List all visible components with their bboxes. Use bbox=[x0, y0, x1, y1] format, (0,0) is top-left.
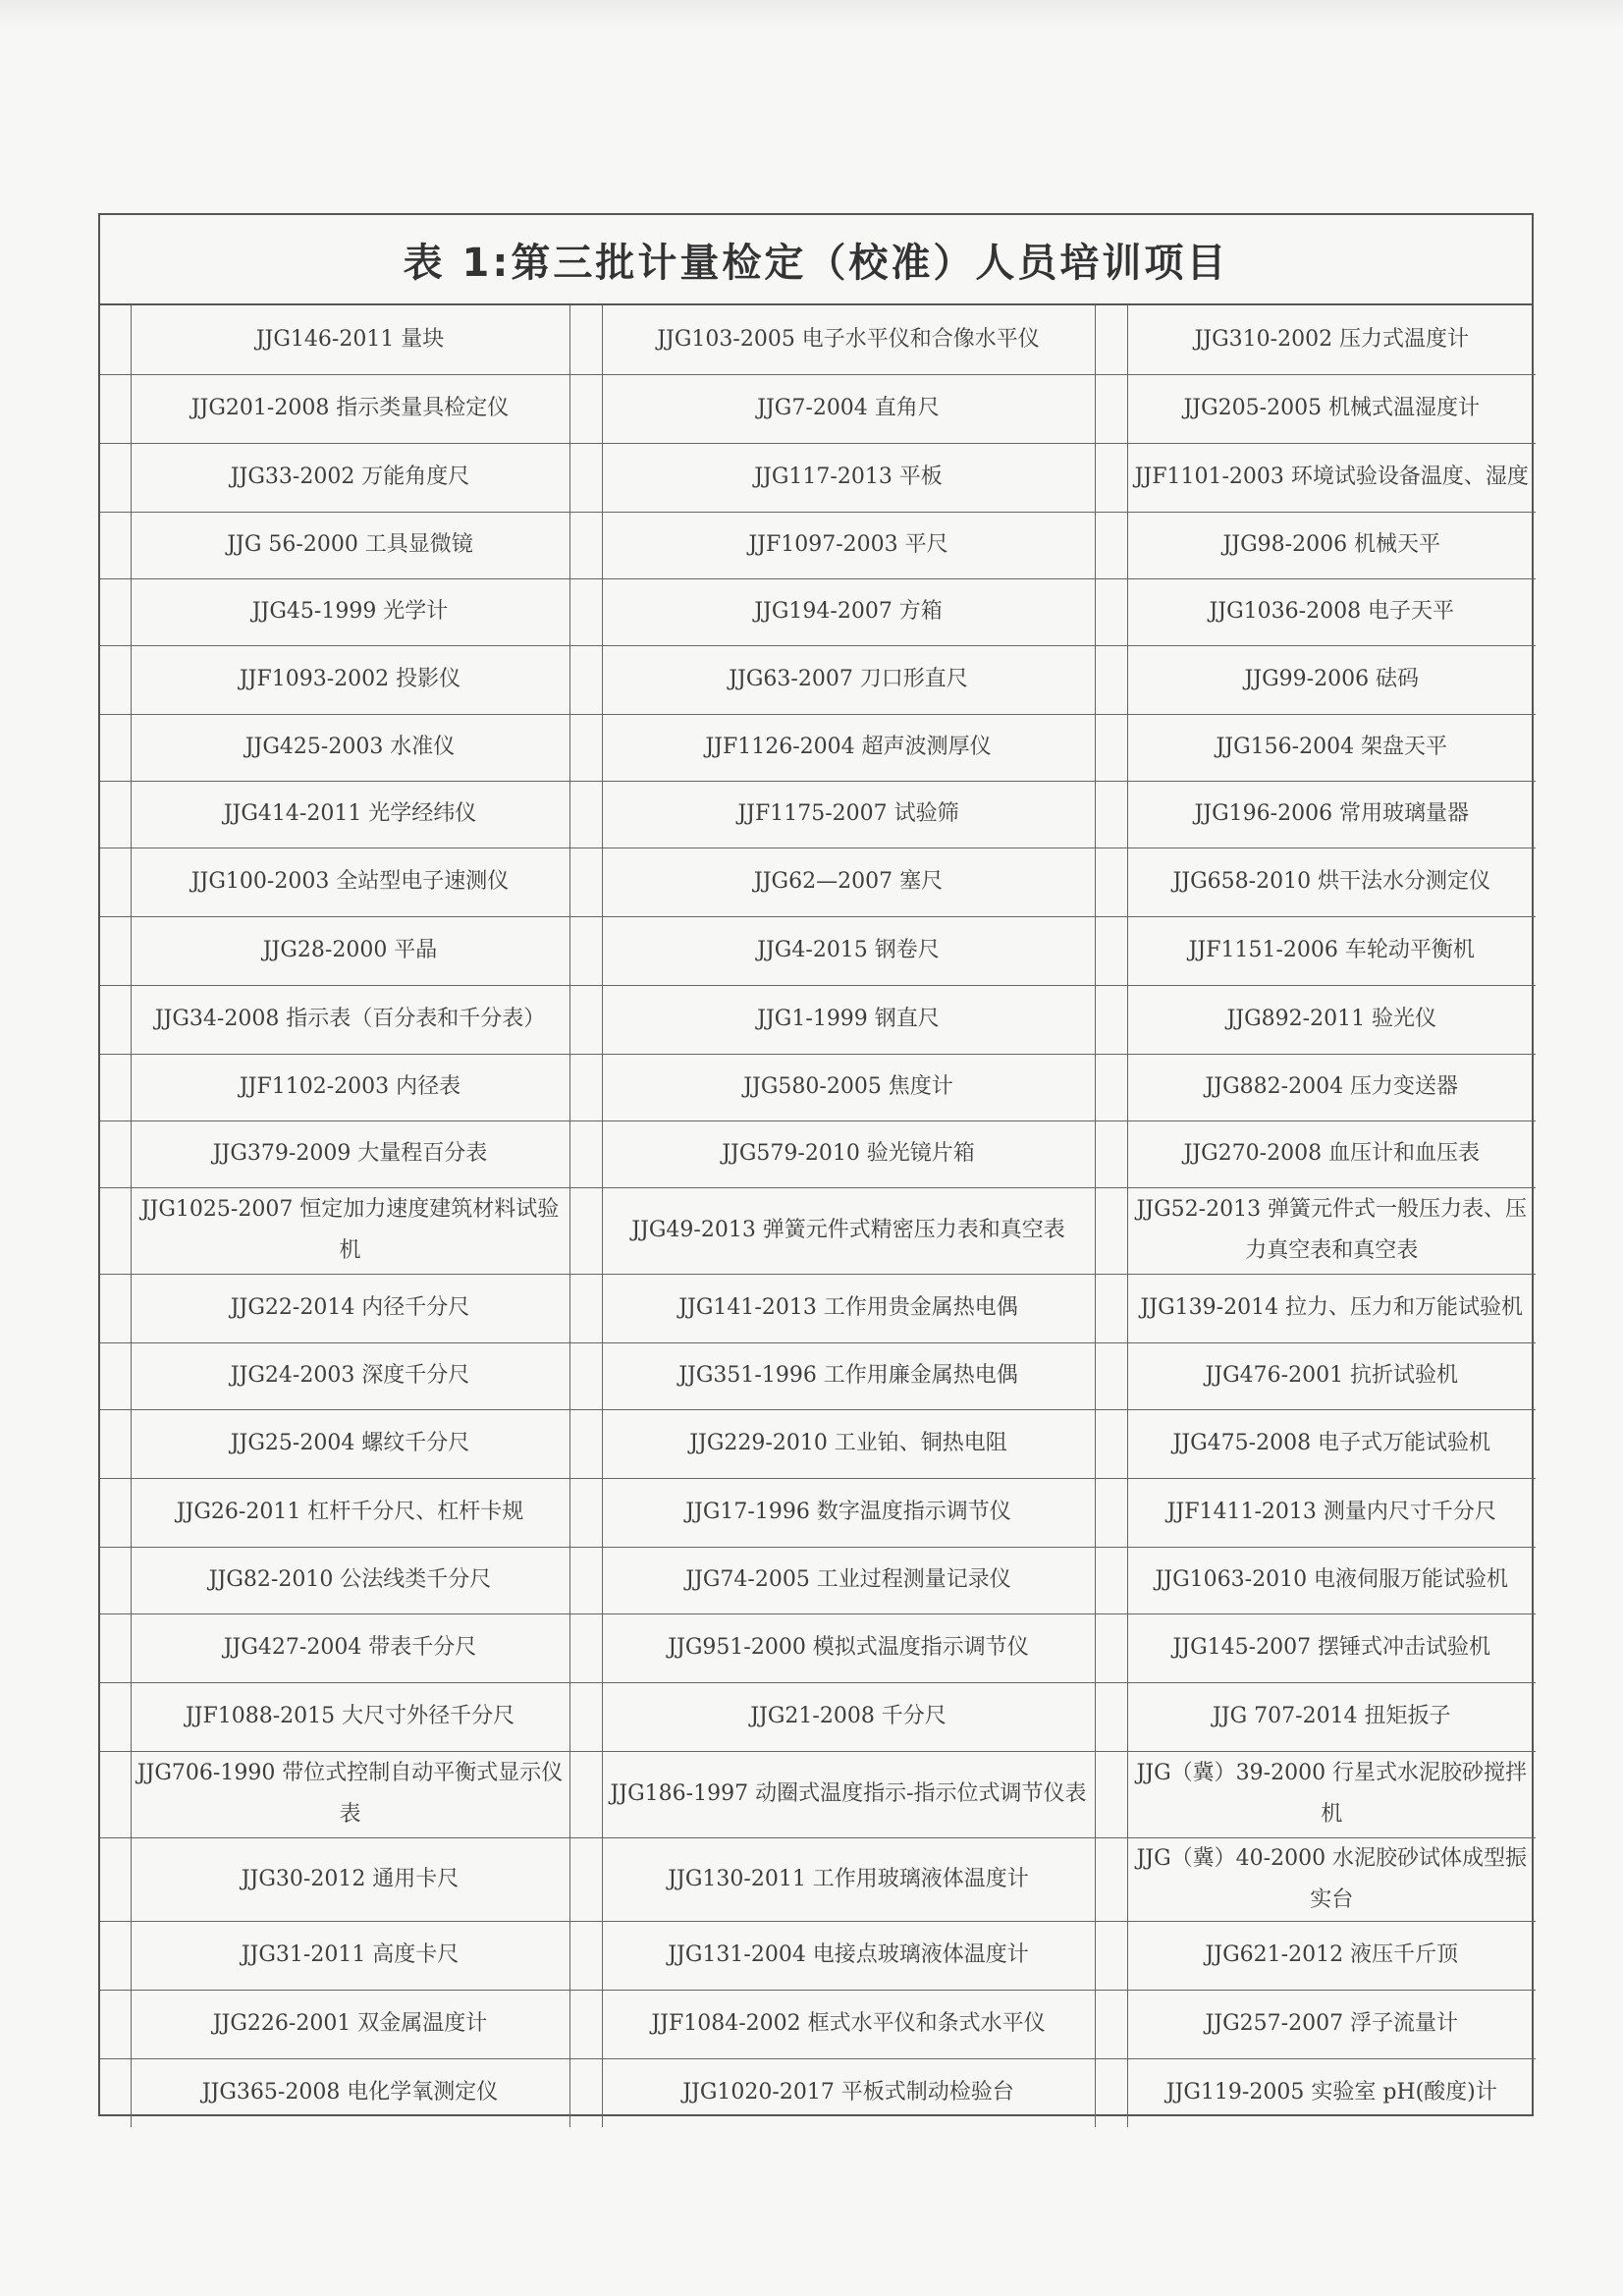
row-gap-cell bbox=[569, 1409, 602, 1478]
item-cell: JJF1151-2006 车轮动平衡机 bbox=[1127, 916, 1536, 985]
training-table bbox=[98, 213, 1534, 2116]
item-cell: JJG52-2013 弹簧元件式一般压力表、压力真空表和真空表 bbox=[1127, 1187, 1536, 1274]
row-gap-cell bbox=[100, 1478, 131, 1547]
item-cell: JJG26-2011 杠杆千分尺、杠杆卡规 bbox=[131, 1478, 569, 1547]
row-gap-cell bbox=[569, 2058, 602, 2127]
row-gap-cell bbox=[100, 1121, 131, 1187]
table-row bbox=[100, 1547, 1536, 1613]
table-title: 表 1:第三批计量检定（校准）人员培训项目 bbox=[100, 215, 1532, 305]
item-cell: JJG45-1999 光学计 bbox=[131, 578, 569, 645]
item-cell: JJF1126-2004 超声波测厚仪 bbox=[602, 714, 1095, 781]
table-row bbox=[100, 1921, 1536, 1990]
row-gap-cell bbox=[569, 645, 602, 714]
row-gap-cell bbox=[569, 1121, 602, 1187]
row-gap-cell bbox=[1095, 1682, 1127, 1751]
row-gap-cell bbox=[569, 512, 602, 578]
table-row bbox=[100, 1274, 1536, 1342]
row-gap-cell bbox=[569, 781, 602, 847]
item-cell: JJG103-2005 电子水平仪和合像水平仪 bbox=[602, 305, 1095, 374]
row-gap-cell bbox=[1095, 1547, 1127, 1613]
row-gap-cell bbox=[569, 443, 602, 512]
item-cell: JJG82-2010 公法线类千分尺 bbox=[131, 1547, 569, 1613]
table-row bbox=[100, 1478, 1536, 1547]
item-cell: JJG310-2002 压力式温度计 bbox=[1127, 305, 1536, 374]
item-cell: JJG145-2007 摆锤式冲击试验机 bbox=[1127, 1613, 1536, 1682]
row-gap-cell bbox=[100, 305, 131, 374]
item-cell: JJG1063-2010 电液伺服万能试验机 bbox=[1127, 1547, 1536, 1613]
item-cell: JJF1411-2013 测量内尺寸千分尺 bbox=[1127, 1478, 1536, 1547]
item-cell: JJG476-2001 抗折试验机 bbox=[1127, 1342, 1536, 1409]
row-gap-cell bbox=[1095, 1187, 1127, 1274]
row-gap-cell bbox=[1095, 847, 1127, 916]
item-cell: JJG270-2008 血压计和血压表 bbox=[1127, 1121, 1536, 1187]
item-cell: JJG186-1997 动圈式温度指示-指示位式调节仪表 bbox=[602, 1751, 1095, 1837]
item-cell: JJG117-2013 平板 bbox=[602, 443, 1095, 512]
row-gap-cell bbox=[569, 374, 602, 443]
row-gap-cell bbox=[569, 714, 602, 781]
row-gap-cell bbox=[569, 1478, 602, 1547]
item-cell: JJG100-2003 全站型电子速测仪 bbox=[131, 847, 569, 916]
row-gap-cell bbox=[1095, 374, 1127, 443]
row-gap-cell bbox=[100, 1921, 131, 1990]
row-gap-cell bbox=[569, 1613, 602, 1682]
item-cell: JJG1020-2017 平板式制动检验台 bbox=[602, 2058, 1095, 2127]
item-cell: JJG63-2007 刀口形直尺 bbox=[602, 645, 1095, 714]
row-gap-cell bbox=[100, 1054, 131, 1121]
table-row bbox=[100, 374, 1536, 443]
row-gap-cell bbox=[1095, 1837, 1127, 1921]
item-cell: JJG580-2005 焦度计 bbox=[602, 1054, 1095, 1121]
item-cell: JJG882-2004 压力变送器 bbox=[1127, 1054, 1536, 1121]
row-gap-cell bbox=[569, 1990, 602, 2058]
item-cell: JJG379-2009 大量程百分表 bbox=[131, 1121, 569, 1187]
table-row bbox=[100, 714, 1536, 781]
item-cell: JJG156-2004 架盘天平 bbox=[1127, 714, 1536, 781]
row-gap-cell bbox=[100, 2058, 131, 2127]
row-gap-cell bbox=[569, 847, 602, 916]
item-cell: JJG1036-2008 电子天平 bbox=[1127, 578, 1536, 645]
row-gap-cell bbox=[1095, 916, 1127, 985]
table-row bbox=[100, 1990, 1536, 2058]
row-gap-cell bbox=[1095, 1409, 1127, 1478]
row-gap-cell bbox=[1095, 1751, 1127, 1837]
row-gap-cell bbox=[100, 1547, 131, 1613]
row-gap-cell bbox=[100, 1990, 131, 2058]
row-gap-cell bbox=[1095, 645, 1127, 714]
row-gap-cell bbox=[1095, 1274, 1127, 1342]
row-gap-cell bbox=[569, 985, 602, 1054]
item-cell: JJG30-2012 通用卡尺 bbox=[131, 1837, 569, 1921]
row-gap-cell bbox=[569, 916, 602, 985]
table-row bbox=[100, 1187, 1536, 1274]
table-row bbox=[100, 512, 1536, 578]
item-cell: JJG7-2004 直角尺 bbox=[602, 374, 1095, 443]
row-gap-cell bbox=[1095, 1342, 1127, 1409]
table-row bbox=[100, 1054, 1536, 1121]
item-cell: JJG28-2000 平晶 bbox=[131, 916, 569, 985]
item-cell: JJG892-2011 验光仪 bbox=[1127, 985, 1536, 1054]
item-cell: JJG22-2014 内径千分尺 bbox=[131, 1274, 569, 1342]
row-gap-cell bbox=[100, 847, 131, 916]
row-gap-cell bbox=[569, 1187, 602, 1274]
item-cell: JJG365-2008 电化学氧测定仪 bbox=[131, 2058, 569, 2127]
item-cell: JJG427-2004 带表千分尺 bbox=[131, 1613, 569, 1682]
item-cell: JJG21-2008 千分尺 bbox=[602, 1682, 1095, 1751]
item-cell: JJG1025-2007 恒定加力速度建筑材料试验机 bbox=[131, 1187, 569, 1274]
item-cell: JJG951-2000 模拟式温度指示调节仪 bbox=[602, 1613, 1095, 1682]
item-cell: JJG34-2008 指示表（百分表和千分表） bbox=[131, 985, 569, 1054]
table-row bbox=[100, 985, 1536, 1054]
item-cell: JJG 707-2014 扭矩扳子 bbox=[1127, 1682, 1536, 1751]
item-cell: JJG226-2001 双金属温度计 bbox=[131, 1990, 569, 2058]
row-gap-cell bbox=[100, 916, 131, 985]
item-cell: JJG139-2014 拉力、压力和万能试验机 bbox=[1127, 1274, 1536, 1342]
row-gap-cell bbox=[100, 645, 131, 714]
item-cell: JJG25-2004 螺纹千分尺 bbox=[131, 1409, 569, 1478]
item-cell: JJF1084-2002 框式水平仪和条式水平仪 bbox=[602, 1990, 1095, 2058]
item-cell: JJG99-2006 砝码 bbox=[1127, 645, 1536, 714]
row-gap-cell bbox=[1095, 714, 1127, 781]
table-row bbox=[100, 1837, 1536, 1921]
table-row bbox=[100, 2058, 1536, 2127]
item-cell: JJF1088-2015 大尺寸外径千分尺 bbox=[131, 1682, 569, 1751]
table-row bbox=[100, 847, 1536, 916]
item-cell: JJG414-2011 光学经纬仪 bbox=[131, 781, 569, 847]
table-row bbox=[100, 1751, 1536, 1837]
row-gap-cell bbox=[1095, 1478, 1127, 1547]
item-cell: JJG49-2013 弹簧元件式精密压力表和真空表 bbox=[602, 1187, 1095, 1274]
item-cell: JJG621-2012 液压千斤顶 bbox=[1127, 1921, 1536, 1990]
row-gap-cell bbox=[569, 1274, 602, 1342]
row-gap-cell bbox=[100, 1342, 131, 1409]
item-cell: JJG201-2008 指示类量具检定仪 bbox=[131, 374, 569, 443]
item-cell: JJG130-2011 工作用玻璃液体温度计 bbox=[602, 1837, 1095, 1921]
row-gap-cell bbox=[1095, 443, 1127, 512]
item-cell: JJG257-2007 浮子流量计 bbox=[1127, 1990, 1536, 2058]
row-gap-cell bbox=[100, 443, 131, 512]
table-row bbox=[100, 1121, 1536, 1187]
row-gap-cell bbox=[569, 1751, 602, 1837]
row-gap-cell bbox=[100, 1837, 131, 1921]
row-gap-cell bbox=[569, 1547, 602, 1613]
table-row bbox=[100, 578, 1536, 645]
row-gap-cell bbox=[100, 1682, 131, 1751]
item-cell: JJG17-1996 数字温度指示调节仪 bbox=[602, 1478, 1095, 1547]
table-row bbox=[100, 645, 1536, 714]
row-gap-cell bbox=[1095, 1990, 1127, 2058]
table-row bbox=[100, 1342, 1536, 1409]
item-cell: JJG706-1990 带位式控制自动平衡式显示仪表 bbox=[131, 1751, 569, 1837]
item-cell: JJG24-2003 深度千分尺 bbox=[131, 1342, 569, 1409]
item-cell: JJG31-2011 高度卡尺 bbox=[131, 1921, 569, 1990]
row-gap-cell bbox=[100, 781, 131, 847]
row-gap-cell bbox=[100, 1274, 131, 1342]
table-row bbox=[100, 781, 1536, 847]
row-gap-cell bbox=[1095, 1613, 1127, 1682]
item-cell: JJG194-2007 方箱 bbox=[602, 578, 1095, 645]
item-cell: JJG196-2006 常用玻璃量器 bbox=[1127, 781, 1536, 847]
table-row bbox=[100, 305, 1536, 374]
item-cell: JJG658-2010 烘干法水分测定仪 bbox=[1127, 847, 1536, 916]
row-gap-cell bbox=[569, 305, 602, 374]
item-cell: JJG98-2006 机械天平 bbox=[1127, 512, 1536, 578]
row-gap-cell bbox=[100, 985, 131, 1054]
row-gap-cell bbox=[100, 1613, 131, 1682]
item-cell: JJG62—2007 塞尺 bbox=[602, 847, 1095, 916]
row-gap-cell bbox=[1095, 1921, 1127, 1990]
row-gap-cell bbox=[1095, 781, 1127, 847]
row-gap-cell bbox=[1095, 1121, 1127, 1187]
row-gap-cell bbox=[569, 578, 602, 645]
row-gap-cell bbox=[100, 512, 131, 578]
item-cell: JJF1102-2003 内径表 bbox=[131, 1054, 569, 1121]
item-cell: JJG（冀）39-2000 行星式水泥胶砂搅拌机 bbox=[1127, 1751, 1536, 1837]
table-row bbox=[100, 1409, 1536, 1478]
scan-edge bbox=[0, 0, 1623, 29]
item-cell: JJG 56-2000 工具显微镜 bbox=[131, 512, 569, 578]
item-cell: JJG141-2013 工作用贵金属热电偶 bbox=[602, 1274, 1095, 1342]
row-gap-cell bbox=[100, 374, 131, 443]
row-gap-cell bbox=[1095, 2058, 1127, 2127]
row-gap-cell bbox=[100, 1409, 131, 1478]
item-cell: JJG475-2008 电子式万能试验机 bbox=[1127, 1409, 1536, 1478]
table-row bbox=[100, 1613, 1536, 1682]
row-gap-cell bbox=[569, 1054, 602, 1121]
item-cell: JJG119-2005 实验室 pH(酸度)计 bbox=[1127, 2058, 1536, 2127]
item-cell: JJG425-2003 水准仪 bbox=[131, 714, 569, 781]
row-gap-cell bbox=[100, 1751, 131, 1837]
item-cell: JJG229-2010 工业铂、铜热电阻 bbox=[602, 1409, 1095, 1478]
item-cell: JJG131-2004 电接点玻璃液体温度计 bbox=[602, 1921, 1095, 1990]
row-gap-cell bbox=[569, 1837, 602, 1921]
row-gap-cell bbox=[1095, 1054, 1127, 1121]
item-cell: JJF1093-2002 投影仪 bbox=[131, 645, 569, 714]
items-grid bbox=[100, 305, 1536, 2127]
item-cell: JJG33-2002 万能角度尺 bbox=[131, 443, 569, 512]
item-cell: JJG146-2011 量块 bbox=[131, 305, 569, 374]
row-gap-cell bbox=[1095, 985, 1127, 1054]
row-gap-cell bbox=[100, 1187, 131, 1274]
item-cell: JJG4-2015 钢卷尺 bbox=[602, 916, 1095, 985]
row-gap-cell bbox=[569, 1342, 602, 1409]
table-row bbox=[100, 1682, 1536, 1751]
row-gap-cell bbox=[100, 714, 131, 781]
item-cell: JJG（冀）40-2000 水泥胶砂试体成型振实台 bbox=[1127, 1837, 1536, 1921]
row-gap-cell bbox=[1095, 305, 1127, 374]
item-cell: JJG74-2005 工业过程测量记录仪 bbox=[602, 1547, 1095, 1613]
item-cell: JJG205-2005 机械式温湿度计 bbox=[1127, 374, 1536, 443]
item-cell: JJG579-2010 验光镜片箱 bbox=[602, 1121, 1095, 1187]
row-gap-cell bbox=[100, 578, 131, 645]
item-cell: JJF1097-2003 平尺 bbox=[602, 512, 1095, 578]
item-cell: JJF1175-2007 试验筛 bbox=[602, 781, 1095, 847]
table-row bbox=[100, 443, 1536, 512]
row-gap-cell bbox=[569, 1921, 602, 1990]
table-row bbox=[100, 916, 1536, 985]
row-gap-cell bbox=[569, 1682, 602, 1751]
row-gap-cell bbox=[1095, 512, 1127, 578]
row-gap-cell bbox=[1095, 578, 1127, 645]
item-cell: JJG351-1996 工作用廉金属热电偶 bbox=[602, 1342, 1095, 1409]
item-cell: JJG1-1999 钢直尺 bbox=[602, 985, 1095, 1054]
item-cell: JJF1101-2003 环境试验设备温度、湿度 bbox=[1127, 443, 1536, 512]
